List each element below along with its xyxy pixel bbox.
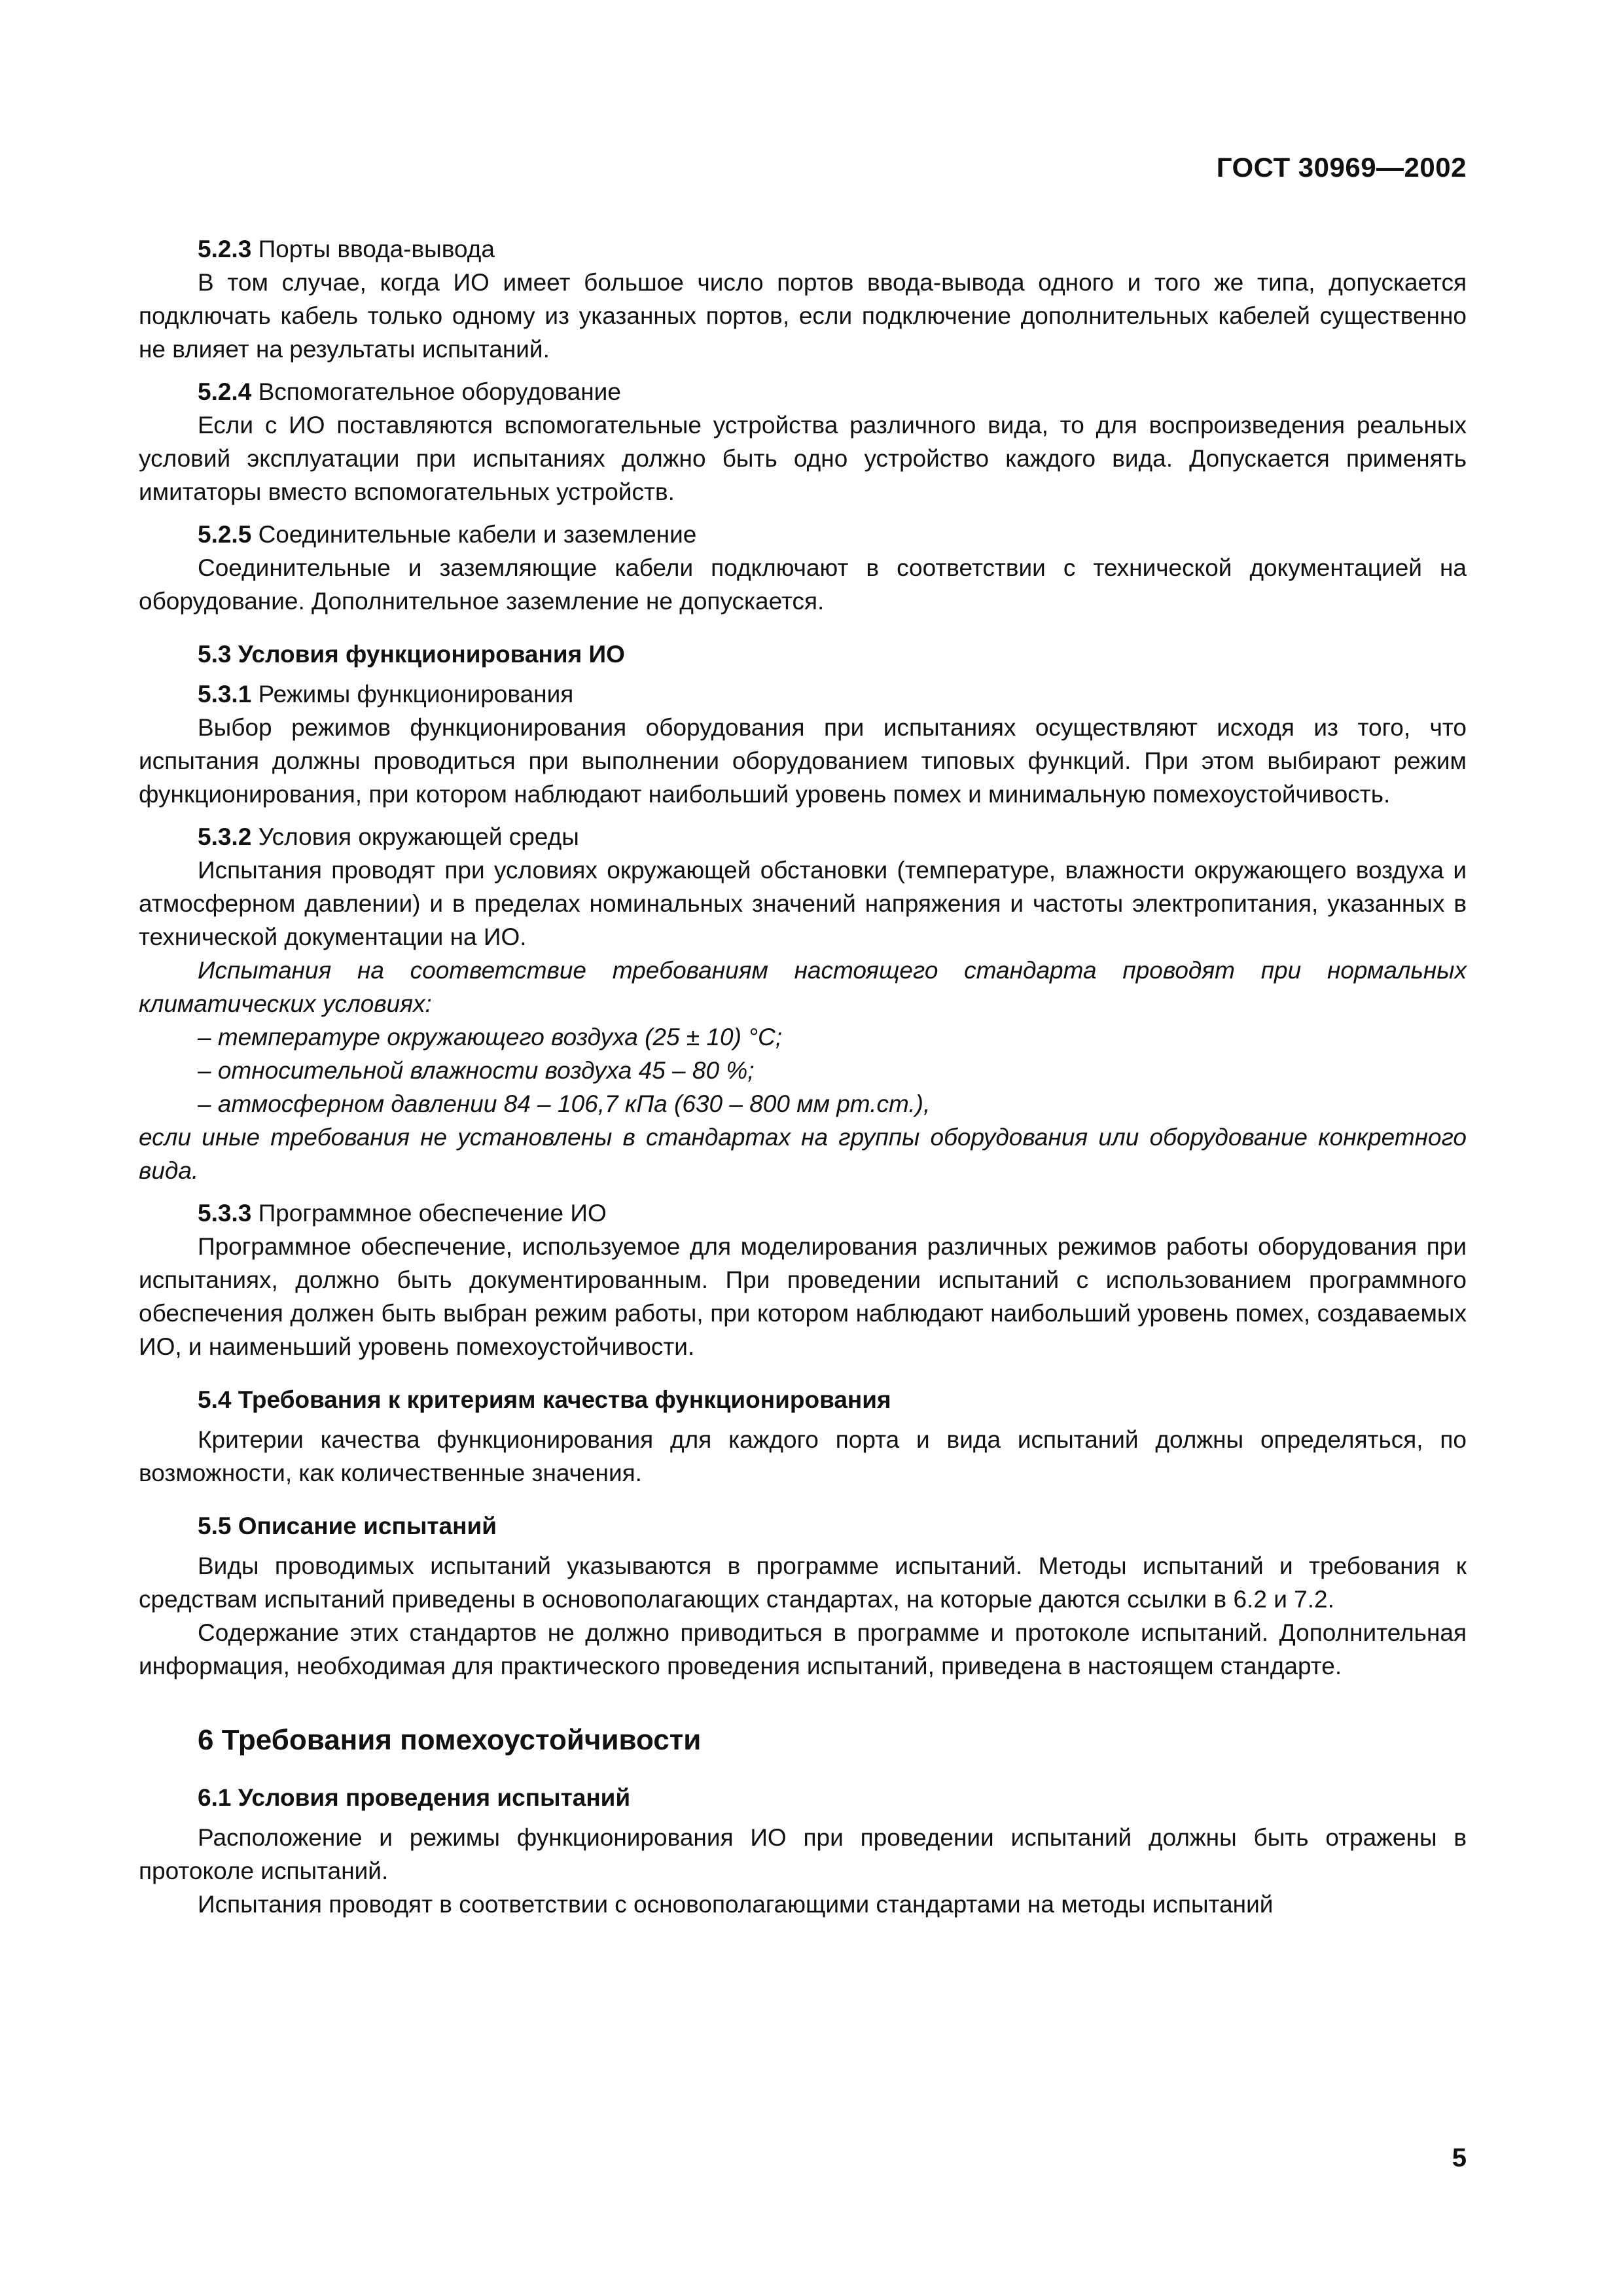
clause-number: 5.3.2 <box>198 823 252 850</box>
list-item: – относительной влажности воздуха 45 – 80 %; <box>198 1057 755 1084</box>
clause-5-3-1-heading <box>139 677 1467 711</box>
chapter-6-heading: 6 Требования помехоустойчивости <box>198 1724 702 1756</box>
clause-title: Соединительные кабели и заземление <box>258 521 697 548</box>
paragraph: Расположение и режимы функционирования ИО при проведении испытаний должны быть отражены в протоколе испытаний. <box>139 1824 1467 1884</box>
clause-title: Условия окружающей среды <box>258 823 579 850</box>
clause-number: 5.3.3 <box>198 1200 252 1227</box>
clause-title: Программное обеспечение ИО <box>258 1200 607 1227</box>
paragraph: Программное обеспечение, используемое для моделирования различных режимов работы оборудования при испытаниях, должно быть документированным. При проведении испытаний с использованием программного обеспечения должен быть выбран режим работы, при котором наблюдают наибольший уровень помех, создаваемых ИО, и наименьший уровень помехоустойчивости. <box>139 1233 1467 1360</box>
paragraph: Если с ИО поставляются вспомогательные устройства различного вида, то для воспроизведения реальных условий эксплуатации при испытаниях должно быть одно устройство каждого вида. Допускается применять имитаторы вместо вспомогательных устройств. <box>139 412 1467 505</box>
clause-title: Вспомогательное оборудование <box>258 378 621 405</box>
clause-number: 5.2.4 <box>198 378 252 405</box>
paragraph-italic: если иные требования не установлены в стандартах на группы оборудования или оборудование конкретного вида. <box>139 1124 1467 1184</box>
clause-5-3-3-heading <box>139 1196 1467 1230</box>
paragraph-italic: Испытания на соответствие требованиям настоящего стандарта проводят при нормальных климатических условиях: <box>139 957 1467 1017</box>
clause-title: Порты ввода-вывода <box>258 236 495 262</box>
paragraph: Содержание этих стандартов не должно приводиться в программе и протоколе испытаний. Дополнительная информация, необходимая для практического проведения испытаний, приведена в настоящем стандарте. <box>139 1619 1467 1679</box>
paragraph: Выбор режимов функционирования оборудования при испытаниях осуществляют исходя из того, что испытания должны проводиться при выполнении оборудованием типовых функций. При этом выбирают режим функционирования, при котором наблюдают наибольший уровень помех и минимальную помехоустойчивость. <box>139 714 1467 808</box>
paragraph: Испытания проводят при условиях окружающей обстановки (температуре, влажности окружающего воздуха и атмосферном давлении) и в пределах номинальных значений напряжения и частоты электропитания, указанных в технической документации на ИО. <box>139 857 1467 950</box>
clause-title: Режимы функционирования <box>258 681 574 708</box>
paragraph: Соединительные и заземляющие кабели подключают в соответствии с технической документацией на оборудование. Дополнительное заземление не допускается. <box>139 554 1467 615</box>
list-item: – атмосферном давлении 84 – 106,7 кПа (630 – 800 мм рт.ст.), <box>198 1090 931 1117</box>
document-header: ГОСТ 30969—2002 <box>1216 152 1467 183</box>
clause-number: 5.2.3 <box>198 236 252 262</box>
section-5-4-heading: 5.4 Требования к критериям качества функционирования <box>198 1386 891 1413</box>
paragraph: В том случае, когда ИО имеет большое число портов ввода-вывода одного и того же типа, допускается подключать кабель только одному из указанных портов, если подключение дополнительных кабелей существенно не влияет на результаты испытаний. <box>139 269 1467 363</box>
clause-5-2-4-heading <box>139 375 1467 408</box>
section-5-3-heading: 5.3 Условия функционирования ИО <box>198 641 625 668</box>
clause-number: 5.3.1 <box>198 681 252 708</box>
paragraph: Виды проводимых испытаний указываются в программе испытаний. Методы испытаний и требования к средствам испытаний приведены в основополагающих стандартах, на которые даются ссылки в 6.2 и 7.2. <box>139 1552 1467 1613</box>
clause-5-3-2-heading <box>139 820 1467 853</box>
paragraph: Испытания проводят в соответствии с основополагающими стандартами на методы испытаний <box>198 1891 1274 1918</box>
section-5-5-heading: 5.5 Описание испытаний <box>198 1513 497 1539</box>
clause-5-2-5-heading <box>139 518 1467 551</box>
page-number: 5 <box>1452 2144 1467 2172</box>
section-6-1-heading: 6.1 Условия проведения испытаний <box>198 1784 631 1811</box>
list-item: – температуре окружающего воздуха (25 ± 10) °С; <box>198 1024 782 1050</box>
paragraph: Критерии качества функционирования для каждого порта и вида испытаний должны определяться, по возможности, как количественные значения. <box>139 1426 1467 1486</box>
clause-number: 5.2.5 <box>198 521 252 548</box>
clause-5-2-3-heading <box>139 232 1467 266</box>
document-body <box>139 232 1467 1921</box>
